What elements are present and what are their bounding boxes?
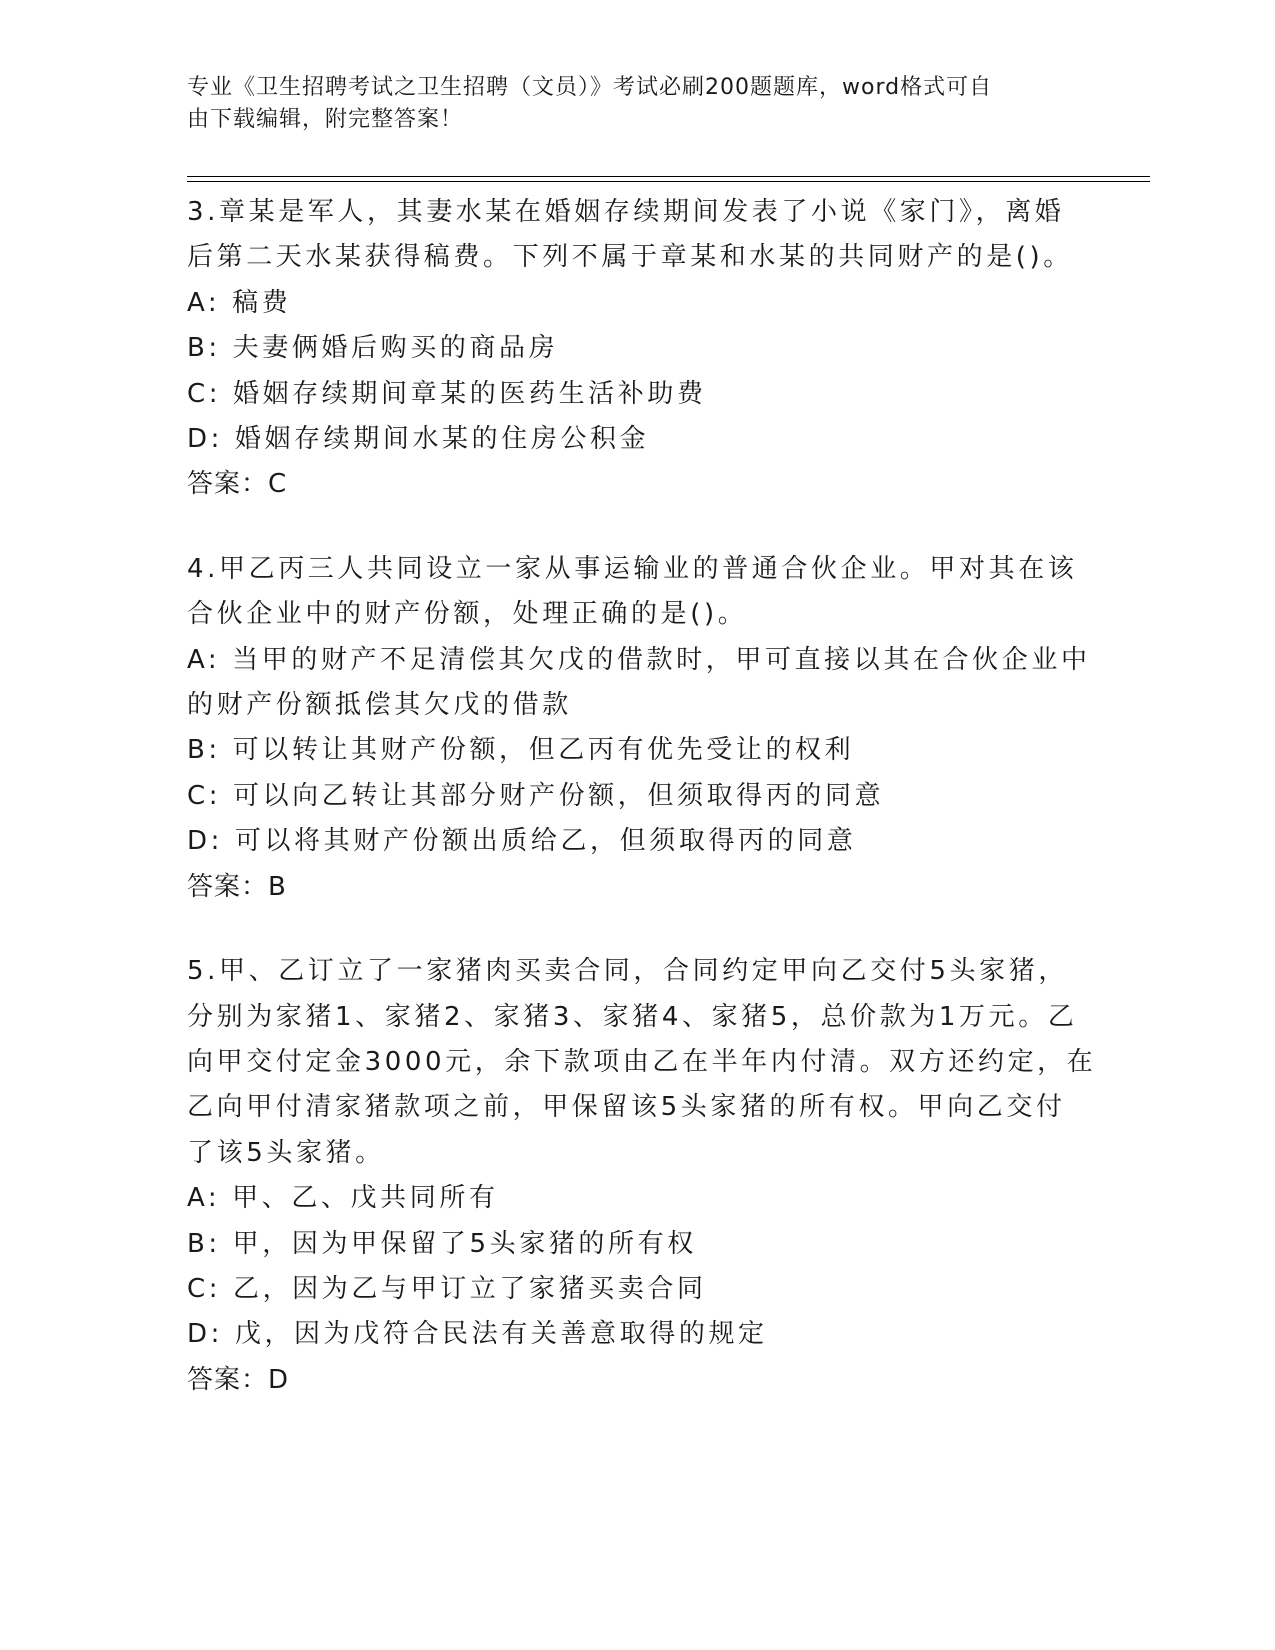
header-line-1: 专业《卫生招聘考试之卫生招聘（文员）》考试必刷200题题库，word格式可自 [187,75,993,100]
question-stem-line: 3.章某是军人，其妻水某在婚姻存续期间发表了小说《家门》，离婚 [187,197,1065,227]
option-c: C: 婚姻存续期间章某的医药生活补助费 [187,378,707,409]
answer-line: 答案：C [187,469,288,500]
question-stem-line: 5.甲、乙订立了一家猪肉买卖合同，合同约定甲向乙交付5头家猪， [187,956,1068,987]
question-list [187,190,1097,1442]
header-rule-top [187,176,1150,177]
option-b: B: 夫妻俩婚后购买的商品房 [187,333,559,364]
question-stem-line: 4.甲乙丙三人共同设立一家从事运输业的普通合伙企业。甲对其在该 [187,553,1078,584]
question-stem-line: 分别为家猪1、家猪2、家猪3、家猪4、家猪5，总价款为1万元。乙 [187,1001,1078,1032]
option-d: D: 婚姻存续期间水某的住房公积金 [187,424,650,455]
option-b: B: 甲，因为甲保留了5头家猪的所有权 [187,1228,697,1259]
option-a: A: 当甲的财产不足清偿其欠戊的借款时，甲可直接以其在合伙企业中 [187,644,1091,675]
question-stem-line: 向甲交付定金3000元，余下款项由乙在半年内付清。双方还约定，在 [187,1046,1097,1077]
document-header [187,72,1067,136]
question-5 [187,949,1097,1403]
question-stem-line: 后第二天水某获得稿费。下列不属于章某和水某的共同财产的是()。 [187,242,1073,273]
question-4 [187,547,1091,910]
question-stem-line: 合伙企业中的财产份额，处理正确的是()。 [187,599,748,630]
option-a: A: 甲、乙、戊共同所有 [187,1183,499,1214]
question-3 [187,190,1087,508]
answer-line: 答案：D [187,1364,290,1395]
option-b: B: 可以转让其财产份额，但乙丙有优先受让的权利 [187,735,855,766]
option-a-continued: 的财产份额抵偿其欠戊的借款 [187,690,572,721]
option-d: D: 戊，因为戊符合民法有关善意取得的规定 [187,1319,768,1350]
option-d: D: 可以将其财产份额出质给乙，但须取得丙的同意 [187,826,857,857]
question-stem-line: 了该5头家猪。 [187,1137,385,1168]
header-line-2: 由下载编辑，附完整答案！ [187,107,464,132]
option-c: C: 可以向乙转让其部分财产份额，但须取得丙的同意 [187,780,885,811]
option-a: A: 稿费 [187,287,292,318]
answer-line: 答案：B [187,871,287,902]
question-stem-line: 乙向甲付清家猪款项之前，甲保留该5头家猪的所有权。甲向乙交付 [187,1092,1066,1123]
option-c: C: 乙，因为乙与甲订立了家猪买卖合同 [187,1273,707,1304]
header-rule-bottom [187,181,1150,182]
